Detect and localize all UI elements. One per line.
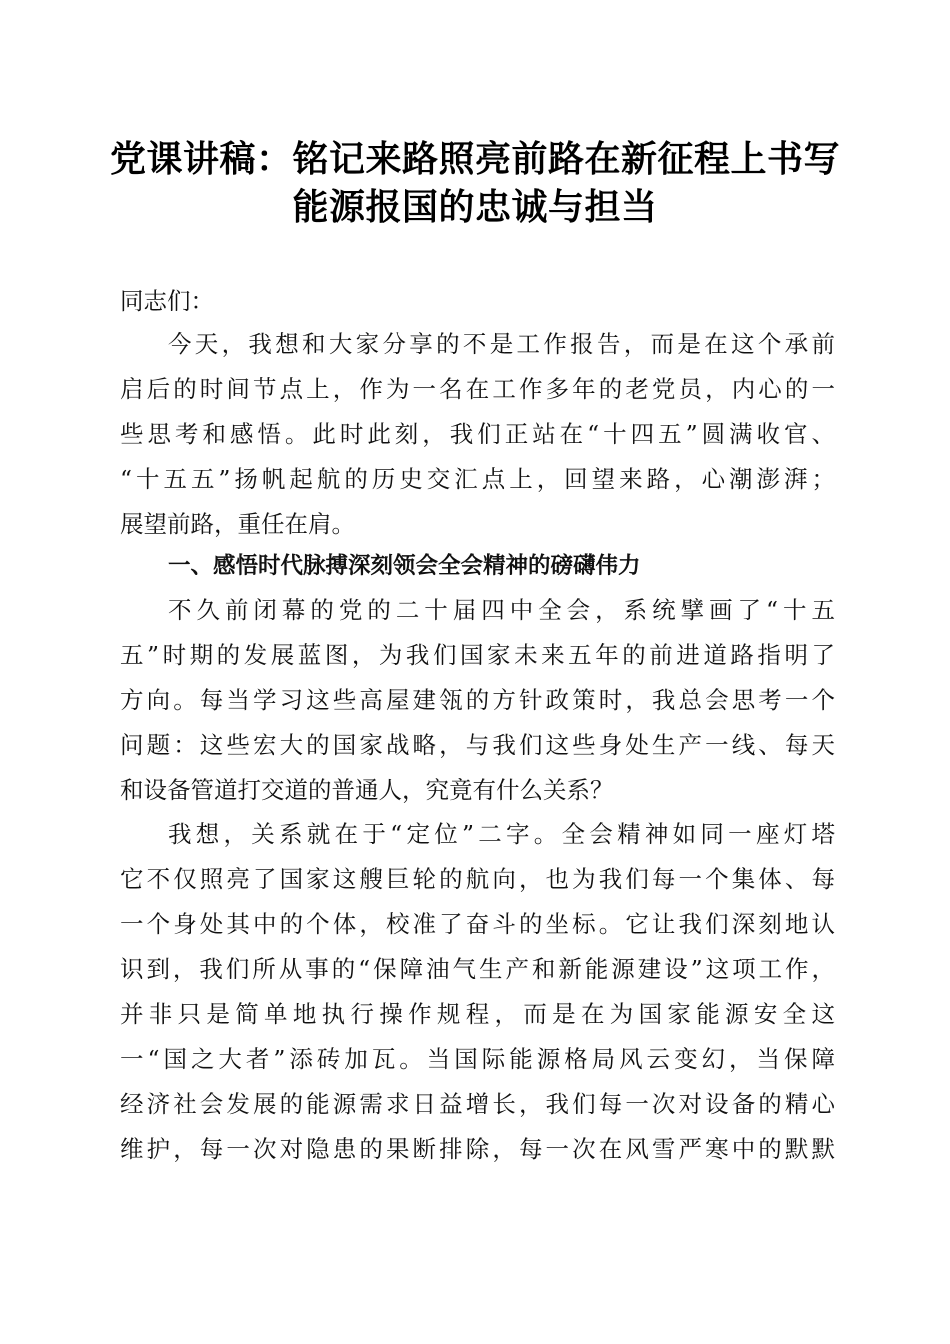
paragraph-line: 我想，关系就在于“定位”二字。全会精神如同一座灯塔: [168, 820, 835, 848]
paragraph-line: 方向。每当学习这些高屋建瓴的方针政策时，我总会思考一个: [120, 686, 835, 714]
section-heading: 一、感悟时代脉搏深刻领会全会精神的磅礴伟力: [168, 553, 641, 579]
paragraph-line: 一“国之大者”添砖加瓦。当国际能源格局风云变幻，当保障: [120, 1045, 835, 1073]
paragraph-line: 它不仅照亮了国家这艘巨轮的航向，也为我们每一个集体、每: [120, 865, 835, 893]
paragraph-line: 识到，我们所从事的“保障油气生产和新能源建设”这项工作，: [120, 955, 835, 983]
paragraph-line: 经济社会发展的能源需求日益增长，我们每一次对设备的精心: [120, 1090, 835, 1118]
paragraph-line: 启后的时间节点上，作为一名在工作多年的老党员，内心的一: [120, 375, 835, 403]
paragraph-line: 一个身处其中的个体，校准了奋斗的坐标。它让我们深刻地认: [120, 910, 835, 938]
paragraph-line: 些思考和感悟。此时此刻，我们正站在“十四五”圆满收官、: [120, 420, 835, 448]
document-title-line-2: 能源报国的忠诚与担当: [292, 187, 658, 228]
paragraph-line: 不久前闭幕的党的二十届四中全会，系统擘画了“十五: [168, 596, 835, 624]
salutation: 同志们：: [120, 287, 214, 315]
paragraph-line: 问题：这些宏大的国家战略，与我们这些身处生产一线、每天: [120, 731, 835, 759]
paragraph-line: 展望前路，重任在肩。: [120, 510, 355, 538]
paragraph-line: 维护，每一次对隐患的果断排除，每一次在风雪严寒中的默默: [120, 1135, 835, 1163]
document-title-line-1: 党课讲稿：铭记来路照亮前路在新征程上书写: [109, 139, 840, 180]
paragraph-line: 和设备管道打交道的普通人，究竟有什么关系？: [120, 776, 614, 804]
paragraph-line: 今天，我想和大家分享的不是工作报告，而是在这个承前: [168, 330, 835, 358]
paragraph-line: 五”时期的发展蓝图，为我们国家未来五年的前进道路指明了: [120, 641, 835, 669]
paragraph-line: “十五五”扬帆起航的历史交汇点上，回望来路，心潮澎湃；: [120, 465, 835, 493]
paragraph-line: 并非只是简单地执行操作规程，而是在为国家能源安全这: [120, 1000, 835, 1028]
